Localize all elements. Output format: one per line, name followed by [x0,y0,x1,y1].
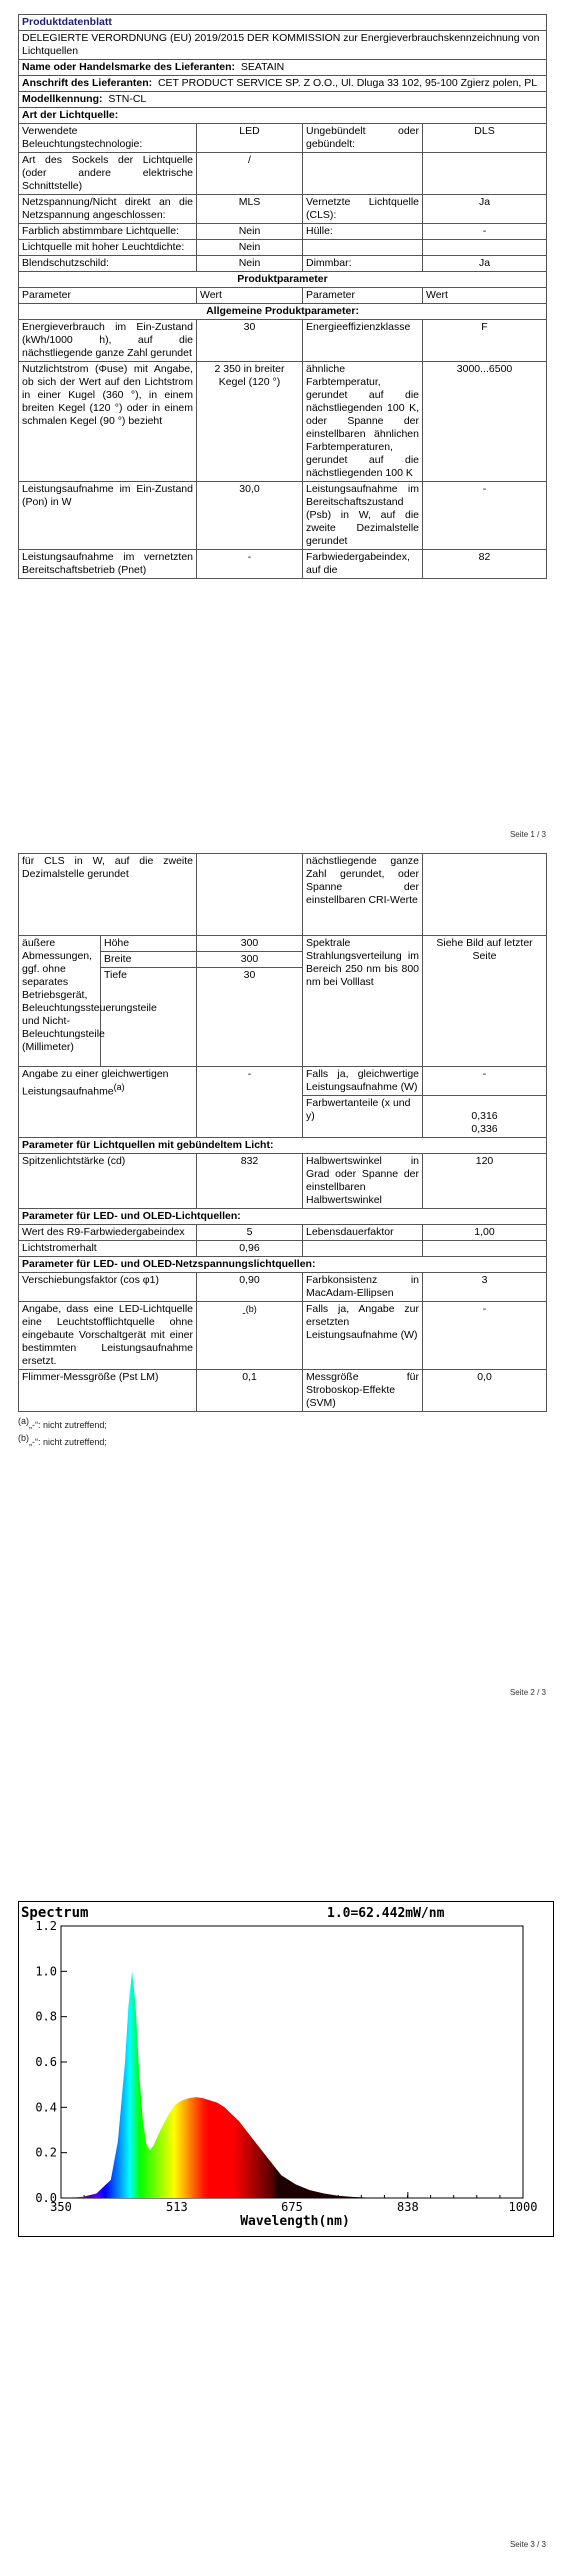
param-label: Falls ja, gleichwertige Leistungsaufnahme (W) [303,1067,423,1096]
table-row [19,124,547,153]
datasheet-table-page-1 [18,14,547,579]
column-header: Parameter [303,288,423,304]
param-value: 30 [197,320,303,362]
y-tick-label: 0.2 [35,2145,57,2160]
table-row [19,482,547,550]
section-led-mains: Parameter für LED- und OLED-Netzspannungslichtquellen: [19,1257,547,1273]
param-value: Ja [423,195,547,224]
param-value [197,1302,303,1370]
x-axis-label: Wavelength(nm) [240,2214,350,2229]
model-label: Modellkennung: [22,93,103,105]
param-value: 0,96 [197,1241,303,1257]
table-row [19,1067,547,1096]
footnote-text: „-“: nicht zutreffend; [29,1437,107,1447]
footnote-a [18,1415,546,1432]
param-label: Farbkonsistenz in MacAdam-Ellipsen [303,1273,423,1302]
datasheet-page-1 [18,14,546,579]
chart-title: Spectrum [21,1905,89,1921]
param-label: für CLS in W, auf die zweite Dezimalstelle gerundet [19,854,197,936]
table-row [19,256,547,272]
param-label: Nutzlichtstrom (Φuse) mit Angabe, ob sich der Wert auf den Lichtstrom in einer Kugel (360 °), in einem breiten Kegel (120 °) oder in einem schmalen Kegel (90 °) bezieht [19,362,197,482]
table-row [19,1273,547,1302]
param-value: F [423,320,547,362]
model-row [19,92,547,108]
param-value [197,854,303,936]
footnote-marker: (b) [18,1433,29,1443]
param-label: Energieeffizienzklasse [303,320,423,362]
table-row [19,1302,547,1370]
param-value: 3 [423,1273,547,1302]
param-label: Ungebündelt oder gebündelt: [303,124,423,153]
x-tick-label: 675 [281,2200,303,2214]
section-product-params: Produktparameter [19,272,547,288]
param-value: - [423,482,547,550]
datasheet-page-2 [18,853,546,1449]
address-row [19,76,547,92]
param-label: Lichtstromerhalt [19,1241,197,1257]
table-row [19,1154,547,1209]
param-label: Messgröße für Stroboskop-Effekte (SVM) [303,1370,423,1412]
page-number: Seite 2 / 3 [509,1688,546,1697]
param-label: Falls ja, Angabe zur ersetzten Leistungsaufnahme (W) [303,1302,423,1370]
param-label: Spitzenlichtstärke (cd) [19,1154,197,1209]
param-value: 1,00 [423,1225,547,1241]
param-label: Leistungsaufnahme im Ein-Zustand (Pon) in W [19,482,197,550]
regulation-text: DELEGIERTE VERORDNUNG (EU) 2019/2015 DER KOMMISSION zur Energieverbrauchskennzeichnung von Lichtquellen [19,31,547,60]
param-label: ähnliche Farbtemperatur, gerundet auf die nächstliegenden 100 K, oder Spanne der einstellbaren ähnlichen Farbtemperaturen, gerundet auf die nächstliegenden 100 K [303,362,423,482]
table-header-row [19,288,547,304]
dimension-key: Breite [101,952,197,968]
footnote-b [18,1432,546,1449]
param-value: 0,0 [423,1370,547,1412]
param-value: Nein [197,224,303,240]
param-value: 3000...6500 [423,362,547,482]
param-value: - [423,1067,547,1096]
column-header: Wert [423,288,547,304]
y-tick-label: 0.0 [35,2191,57,2205]
param-value: - [423,1302,547,1370]
param-label: Leistungsaufnahme im Bereitschaftszustand (Psb) in W, auf die zweite Dezimalstelle gerundet [303,482,423,550]
param-value: - [423,224,547,240]
address-value: CET PRODUCT SERVICE SP. Z O.O., Ul. Dluga 33 102, 95-100 Zgierz polen, PL [157,77,538,89]
param-value: - [197,550,303,579]
section-general-params: Allgemeine Produktparameter: [19,304,547,320]
param-label: Farbwiedergabeindex, auf die [303,550,423,579]
x-tick-label: 838 [397,2200,419,2214]
table-row [19,1225,547,1241]
section-directional: Parameter für Lichtquellen mit gebündeltem Licht: [19,1138,547,1154]
param-value: 30,0 [197,482,303,550]
dimension-value: 300 [197,952,303,968]
x-tick-label: 513 [166,2200,188,2214]
y-tick-label: 1.2 [35,1919,57,1933]
param-label: Vernetzte Lichtquelle (CLS): [303,195,423,224]
y-tick-label: 0.6 [35,2055,57,2069]
param-value: LED [197,124,303,153]
table-row [19,195,547,224]
footnote-ref: (a) [113,1082,125,1092]
param-label: Dimmbar: [303,256,423,272]
trademark-label: Name oder Handelsmarke des Lieferanten: [22,61,235,73]
y-tick-label: 1.0 [35,1964,57,1979]
param-label: Blendschutzschild: [19,256,197,272]
param-label [303,240,423,256]
param-value: 0,90 [197,1273,303,1302]
datasheet-table-page-2 [18,853,547,1412]
table-row [19,1241,547,1257]
param-value: MLS [197,195,303,224]
param-label: Energieverbrauch im Ein-Zustand (kWh/1000 h), auf die nächstliegende ganze Zahl gerundet [19,320,197,362]
spectrum-area [61,1971,381,2198]
table-row [19,854,547,936]
equivalent-power-label [19,1067,197,1138]
table-row [19,1370,547,1412]
x-tick-label: 1000 [508,2200,538,2214]
dimension-key: Höhe [101,936,197,952]
param-value: / [197,153,303,195]
param-label: nächstliegende ganze Zahl gerundet, oder Spanne der einstellbaren CRI-Werte [303,854,423,936]
table-row [19,550,547,579]
spectrum-svg [19,1902,553,2236]
table-row [19,153,547,195]
param-value [423,854,547,936]
param-value: 82 [423,550,547,579]
dimension-value: 30 [197,968,303,1067]
param-value [423,240,547,256]
param-label: Halbwertswinkel in Grad oder Spanne der einstellbaren Halbwertswinkel [303,1154,423,1209]
param-value: - [197,1067,303,1138]
param-label [303,1241,423,1257]
footnote-marker: (a) [18,1416,29,1426]
param-label: Verschiebungsfaktor (cos φ1) [19,1273,197,1302]
footnote-text: „-“: nicht zutreffend; [29,1420,107,1430]
table-row [19,240,547,256]
param-value: Nein [197,256,303,272]
param-value: Ja [423,256,547,272]
param-value [423,1096,547,1138]
column-header: Parameter [19,288,197,304]
page-number: Seite 1 / 3 [509,830,546,839]
page-title: Produktdatenblatt [19,15,547,31]
param-label: Netzspannung/Nicht direkt an die Netzspannung angeschlossen: [19,195,197,224]
column-header: Wert [197,288,303,304]
table-row [19,362,547,482]
param-value: Nein [197,240,303,256]
chroma-x: 0,316 [471,1110,498,1122]
param-label: Angabe, dass eine LED-Lichtquelle eine Leuchtstofflichtquelle ohne eingebaute Vorschaltgerät mit einer bestimmten Leistungsaufnahme ersetzt. [19,1302,197,1370]
param-value [423,153,547,195]
equivalent-power-text: Angabe zu einer gleichwertigen Leistungsaufnahme [22,1068,169,1098]
param-label: Hülle: [303,224,423,240]
param-label: Verwendete Beleuchtungstechnologie: [19,124,197,153]
param-value: 832 [197,1154,303,1209]
param-value: 0,1 [197,1370,303,1412]
trademark-value: SEATAIN [240,61,285,73]
y-tick-label: 0.8 [35,2009,57,2024]
spectrum-chart [18,1901,554,2237]
spectrum-plot-layer [35,1919,537,2214]
chart-annotation: 1.0=62.442mW/nm [327,1906,445,1921]
x-tick-label: 350 [50,2200,72,2214]
table-row [19,320,547,362]
page-number: Seite 3 / 3 [509,2540,546,2549]
param-label: Farblich abstimmbare Lichtquelle: [19,224,197,240]
param-label: Farbwertanteile (x und y) [303,1096,423,1138]
spectral-label: Spektrale Strahlungsverteilung im Bereich 250 nm bis 800 nm bei Volllast [303,936,423,1067]
table-row [19,224,547,240]
trademark-row [19,60,547,76]
dimension-value: 300 [197,936,303,952]
param-label: Art des Sockels der Lichtquelle (oder andere elektrische Schnittstelle) [19,153,197,195]
param-value [423,1241,547,1257]
param-label: Flimmer-Messgröße (Pst LM) [19,1370,197,1412]
dimension-key: Tiefe [101,968,197,1067]
section-light-source-type: Art der Lichtquelle: [19,108,547,124]
param-label: Lichtquelle mit hoher Leuchtdichte: [19,240,197,256]
table-row [19,936,547,952]
param-value: 2 350 in breiter Kegel (120 °) [197,362,303,482]
chroma-y: 0,336 [471,1123,498,1135]
param-value: DLS [423,124,547,153]
param-label [303,153,423,195]
param-label: Lebensdauerfaktor [303,1225,423,1241]
model-value: STN-CL [108,93,147,105]
fluor-value: - [242,1307,246,1320]
y-tick-label: 0.4 [35,2100,57,2115]
param-label: Leistungsaufnahme im vernetzten Bereitschaftsbetrieb (Pnet) [19,550,197,579]
param-value: 120 [423,1154,547,1209]
section-led: Parameter für LED- und OLED-Lichtquellen: [19,1209,547,1225]
param-label: Wert des R9-Farbwiedergabeindex [19,1225,197,1241]
footnote-ref: (b) [245,1304,257,1314]
dimensions-label: äußere Abmessungen, ggf. ohne separates Betriebsgerät, Beleuchtungssteuerungsteile und Nicht-Beleuchtungsteile (Millimeter) [19,936,101,1067]
param-value: 5 [197,1225,303,1241]
spectral-value: Siehe Bild auf letzter Seite [423,936,547,1067]
address-label: Anschrift des Lieferanten: [22,77,153,89]
